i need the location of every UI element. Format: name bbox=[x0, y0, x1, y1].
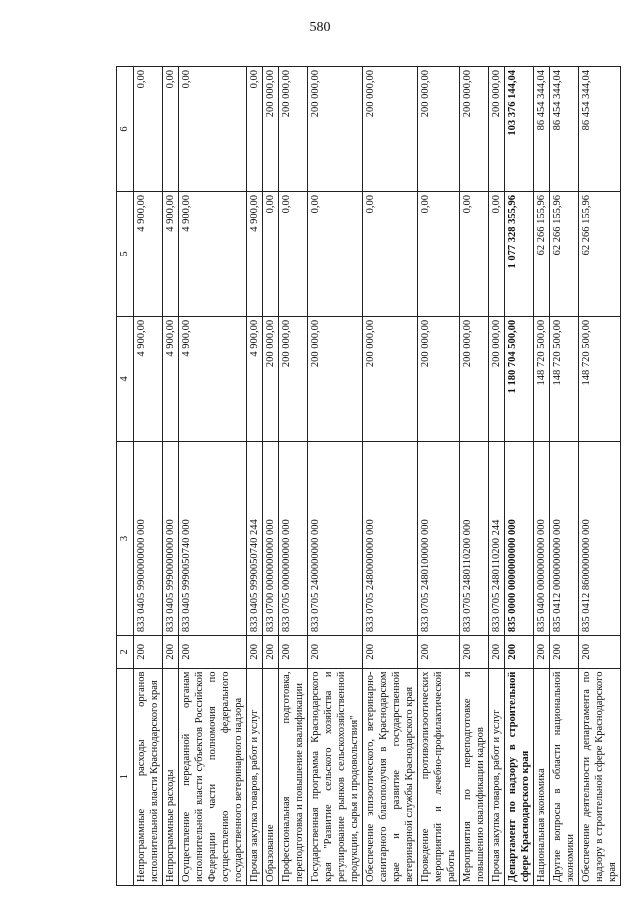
row-value6-cell: 0,00 bbox=[134, 67, 163, 192]
row-name-cell: Государственная программа Краснодарского края "Развитие сельского хозяйства и регулирование рынков сельскохозяйственной продукции, сырья и продовольствия" bbox=[308, 668, 363, 885]
row-value4-cell: 1 180 704 500,00 bbox=[505, 316, 534, 441]
row-col2-cell: 200 bbox=[489, 636, 505, 668]
table-row bbox=[534, 67, 550, 886]
column-header: 1 bbox=[117, 668, 134, 885]
row-value4-cell: 200 000,00 bbox=[489, 316, 505, 441]
row-col2-cell: 200 bbox=[308, 636, 363, 668]
table-row bbox=[263, 67, 279, 886]
table-row bbox=[418, 67, 460, 886]
row-value6-cell: 86 454 344,04 bbox=[550, 67, 579, 192]
rotated-table-container bbox=[116, 66, 618, 886]
row-value4-cell: 148 720 500,00 bbox=[550, 316, 579, 441]
row-value4-cell: 4 900,00 bbox=[247, 316, 263, 441]
row-value6-cell: 200 000,00 bbox=[279, 67, 308, 192]
row-value5-cell: 62 266 155,96 bbox=[579, 191, 621, 316]
table-row bbox=[579, 67, 621, 886]
row-value4-cell: 200 000,00 bbox=[263, 316, 279, 441]
table-row bbox=[247, 67, 263, 886]
row-code-cell: 833 0705 2480110200 000 bbox=[460, 441, 489, 635]
row-value4-cell: 4 900,00 bbox=[163, 316, 179, 441]
row-value6-cell: 103 376 144,04 bbox=[505, 67, 534, 192]
column-header: 4 bbox=[117, 316, 134, 441]
row-value5-cell: 0,00 bbox=[460, 191, 489, 316]
row-name-cell: Проведение противоэпизоотических мероприятий и лечебно-профилактической работы bbox=[418, 668, 460, 885]
row-col2-cell: 200 bbox=[579, 636, 621, 668]
row-value4-cell: 200 000,00 bbox=[460, 316, 489, 441]
row-value5-cell: 0,00 bbox=[363, 191, 418, 316]
row-code-cell: 833 0705 2480100000 000 bbox=[418, 441, 460, 635]
row-name-cell: Обеспечение эпизоотического, ветеринарно-санитарного благополучия в Краснодарском крае и развитие государственной ветеринарной службы Краснодарского края bbox=[363, 668, 418, 885]
row-name-cell: Прочая закупка товаров, работ и услуг bbox=[247, 668, 263, 885]
column-header: 2 bbox=[117, 636, 134, 668]
row-code-cell: 833 0405 9900000000 000 bbox=[134, 441, 163, 635]
row-name-cell: Непрограммные расходы органов исполнительной власти Краснодарского края bbox=[134, 668, 163, 885]
column-header: 6 bbox=[117, 67, 134, 192]
row-value6-cell: 0,00 bbox=[179, 67, 247, 192]
row-value6-cell: 0,00 bbox=[163, 67, 179, 192]
row-value5-cell: 4 900,00 bbox=[163, 191, 179, 316]
row-code-cell: 833 0405 9990000000 000 bbox=[163, 441, 179, 635]
row-code-cell: 833 0700 0000000000 000 bbox=[263, 441, 279, 635]
row-name-cell: Осуществление переданной органам исполнительной власти субъектов Российской Федерации части полномочия по осуществлению федерального государственного ветеринарного надзора bbox=[179, 668, 247, 885]
row-value5-cell: 0,00 bbox=[489, 191, 505, 316]
column-header: 5 bbox=[117, 191, 134, 316]
row-col2-cell: 200 bbox=[279, 636, 308, 668]
table-header-row bbox=[117, 67, 134, 886]
row-value6-cell: 86 454 344,04 bbox=[534, 67, 550, 192]
row-value4-cell: 4 900,00 bbox=[179, 316, 247, 441]
row-code-cell: 833 0405 9990050740 244 bbox=[247, 441, 263, 635]
row-name-cell: Образование bbox=[263, 668, 279, 885]
row-value5-cell: 62 266 155,96 bbox=[534, 191, 550, 316]
table-row bbox=[308, 67, 363, 886]
row-col2-cell: 200 bbox=[418, 636, 460, 668]
table-row bbox=[489, 67, 505, 886]
row-col2-cell: 200 bbox=[460, 636, 489, 668]
row-value5-cell: 0,00 bbox=[308, 191, 363, 316]
row-code-cell: 833 0705 2400000000 000 bbox=[308, 441, 363, 635]
row-value5-cell: 4 900,00 bbox=[179, 191, 247, 316]
row-col2-cell: 200 bbox=[363, 636, 418, 668]
row-value6-cell: 86 454 344,04 bbox=[579, 67, 621, 192]
row-value4-cell: 200 000,00 bbox=[308, 316, 363, 441]
row-value4-cell: 200 000,00 bbox=[418, 316, 460, 441]
table-row bbox=[550, 67, 579, 886]
row-col2-cell: 200 bbox=[505, 636, 534, 668]
row-value6-cell: 200 000,00 bbox=[489, 67, 505, 192]
column-header: 3 bbox=[117, 441, 134, 635]
row-value4-cell: 200 000,00 bbox=[363, 316, 418, 441]
row-value6-cell: 200 000,00 bbox=[460, 67, 489, 192]
row-code-cell: 835 0412 8600000000 000 bbox=[579, 441, 621, 635]
row-col2-cell: 200 bbox=[163, 636, 179, 668]
row-code-cell: 833 0405 9990050740 000 bbox=[179, 441, 247, 635]
row-code-cell: 835 0000 0000000000 000 bbox=[505, 441, 534, 635]
row-code-cell: 833 0705 2480000000 000 bbox=[363, 441, 418, 635]
row-code-cell: 833 0705 2480110200 244 bbox=[489, 441, 505, 635]
row-name-cell: Прочая закупка товаров, работ и услуг bbox=[489, 668, 505, 885]
row-code-cell: 835 0400 0000000000 000 bbox=[534, 441, 550, 635]
row-value6-cell: 200 000,00 bbox=[418, 67, 460, 192]
row-value6-cell: 200 000,00 bbox=[363, 67, 418, 192]
row-value4-cell: 148 720 500,00 bbox=[534, 316, 550, 441]
row-name-cell: Профессиональная подготовка, переподготовка и повышение квалификации bbox=[279, 668, 308, 885]
row-value5-cell: 1 077 328 355,96 bbox=[505, 191, 534, 316]
table-row bbox=[363, 67, 418, 886]
row-col2-cell: 200 bbox=[550, 636, 579, 668]
row-code-cell: 835 0412 0000000000 000 bbox=[550, 441, 579, 635]
table-row bbox=[505, 67, 534, 886]
row-name-cell: Другие вопросы в области национальной экономики bbox=[550, 668, 579, 885]
row-col2-cell: 200 bbox=[179, 636, 247, 668]
row-name-cell: Национальная экономика bbox=[534, 668, 550, 885]
row-value5-cell: 0,00 bbox=[418, 191, 460, 316]
row-col2-cell: 200 bbox=[534, 636, 550, 668]
row-value5-cell: 0,00 bbox=[263, 191, 279, 316]
table-row bbox=[134, 67, 163, 886]
row-col2-cell: 200 bbox=[134, 636, 163, 668]
row-name-cell: Непрограммные расходы bbox=[163, 668, 179, 885]
table-row bbox=[279, 67, 308, 886]
table-row bbox=[460, 67, 489, 886]
row-value4-cell: 200 000,00 bbox=[279, 316, 308, 441]
table-row bbox=[179, 67, 247, 886]
row-name-cell: Мероприятия по переподготовке и повышению квалификации кадров bbox=[460, 668, 489, 885]
row-value6-cell: 200 000,00 bbox=[263, 67, 279, 192]
row-col2-cell: 200 bbox=[247, 636, 263, 668]
row-value5-cell: 4 900,00 bbox=[247, 191, 263, 316]
row-value5-cell: 62 266 155,96 bbox=[550, 191, 579, 316]
row-value4-cell: 148 720 500,00 bbox=[579, 316, 621, 441]
row-value6-cell: 200 000,00 bbox=[308, 67, 363, 192]
row-col2-cell: 200 bbox=[263, 636, 279, 668]
budget-table bbox=[116, 66, 621, 886]
page-number: 580 bbox=[309, 20, 331, 35]
row-value6-cell: 0,00 bbox=[247, 67, 263, 192]
table-row bbox=[163, 67, 179, 886]
row-name-cell: Обеспечение деятельности департамента по надзору в строительной сфере Краснодарского края bbox=[579, 668, 621, 885]
row-name-cell: Департамент по надзору в строительной сфере Краснодарского края bbox=[505, 668, 534, 885]
row-value4-cell: 4 900,00 bbox=[134, 316, 163, 441]
row-value5-cell: 4 900,00 bbox=[134, 191, 163, 316]
row-code-cell: 833 0705 0000000000 000 bbox=[279, 441, 308, 635]
row-value5-cell: 0,00 bbox=[279, 191, 308, 316]
